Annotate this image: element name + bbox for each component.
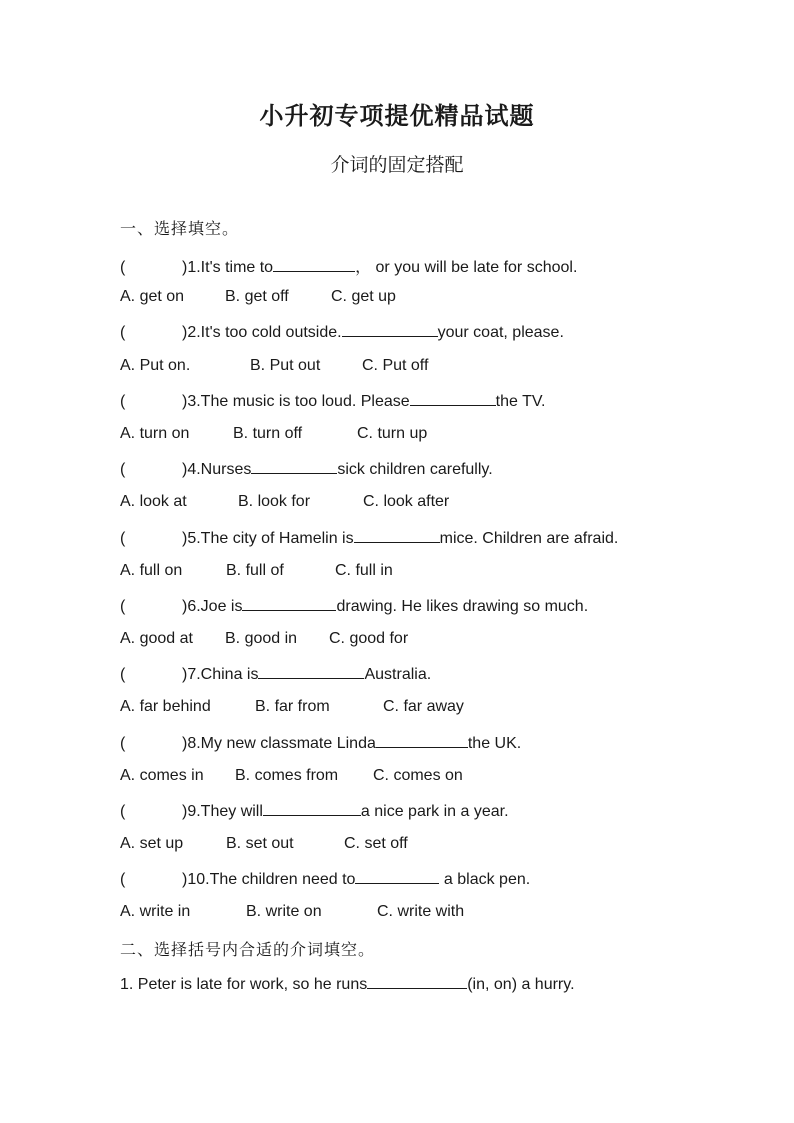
question-4: ( )4.Nurses sick children carefully.: [120, 461, 493, 478]
option-a: A. Put on.: [120, 357, 191, 374]
page-subtitle: 介词的固定搭配: [330, 154, 464, 176]
question-9-options: [120, 835, 408, 853]
question-9: ( )9.They will a nice park in a year.: [120, 803, 509, 820]
question-3-options: [120, 425, 427, 443]
fill-in-item-1: 1. Peter is late for work, so he runs (in, on) a hurry.: [120, 976, 575, 993]
question-2-options: [120, 357, 428, 375]
question-6: ( )6.Joe is drawing. He likes drawing so much.: [120, 598, 589, 615]
option-b: B. turn off: [233, 425, 303, 442]
option-c: C. full in: [335, 562, 393, 579]
question-5-options: [120, 562, 393, 580]
question-3: ( )3.The music is too loud. Please the TV.: [120, 393, 546, 410]
option-a: A. turn on: [120, 425, 190, 442]
option-a: A. good at: [120, 630, 193, 647]
option-c: C. good for: [329, 630, 409, 647]
question-10-options: [120, 903, 464, 921]
option-b: B. Put out: [250, 357, 321, 374]
option-c: C. look after: [363, 493, 450, 510]
answer-blank[interactable]: [355, 869, 439, 884]
question-8: ( )8.My new classmate Linda the UK.: [120, 735, 522, 752]
question-6-options: [120, 630, 408, 648]
question-1: ( )1.It's time to ， or you will be late for school.: [120, 259, 578, 276]
answer-blank[interactable]: [258, 664, 364, 679]
question-1-options: [120, 288, 396, 306]
option-b: B. good in: [225, 630, 298, 647]
section-2-heading: 二、选择括号内合适的介词填空。: [120, 940, 376, 959]
question-4-options: [120, 493, 449, 511]
option-a: A. comes in: [120, 767, 204, 784]
option-c: C. get up: [331, 288, 396, 305]
option-a: A. full on: [120, 562, 183, 579]
option-b: B. full of: [226, 562, 284, 579]
option-c: C. far away: [383, 698, 464, 715]
answer-blank[interactable]: [342, 322, 438, 337]
option-c: C. turn up: [357, 425, 428, 442]
option-a: A. look at: [120, 493, 187, 510]
answer-blank[interactable]: [263, 801, 361, 816]
answer-blank[interactable]: [251, 459, 337, 474]
option-b: B. set out: [226, 835, 294, 852]
answer-blank[interactable]: [376, 733, 468, 748]
question-8-options: [120, 767, 463, 785]
answer-blank[interactable]: [410, 391, 496, 406]
question-5: ( )5.The city of Hamelin is mice. Children are afraid.: [120, 530, 619, 547]
option-c: C. set off: [344, 835, 408, 852]
question-7: ( )7.China is Australia.: [120, 666, 432, 683]
option-b: B. far from: [255, 698, 330, 715]
option-a: A. write in: [120, 903, 191, 920]
question-10: ( )10.The children need to a black pen.: [120, 871, 531, 888]
option-a: A. far behind: [120, 698, 211, 715]
option-b: B. comes from: [235, 767, 339, 784]
option-c: C. comes on: [373, 767, 463, 784]
option-b: B. get off: [225, 288, 289, 305]
option-a: A. get on: [120, 288, 185, 305]
question-2: ( )2.It's too cold outside. your coat, please.: [120, 324, 564, 341]
option-b: B. write on: [246, 903, 322, 920]
page-title: 小升初专项提优精品试题: [259, 102, 535, 130]
option-b: B. look for: [238, 493, 311, 510]
answer-blank[interactable]: [354, 528, 440, 543]
section-1-heading: 一、选择填空。: [120, 219, 240, 238]
answer-blank[interactable]: [242, 596, 336, 611]
option-c: C. Put off: [362, 357, 429, 374]
answer-blank[interactable]: [273, 257, 355, 272]
question-7-options: [120, 698, 464, 716]
answer-blank[interactable]: [367, 974, 467, 989]
option-c: C. write with: [377, 903, 465, 920]
option-a: A. set up: [120, 835, 184, 852]
